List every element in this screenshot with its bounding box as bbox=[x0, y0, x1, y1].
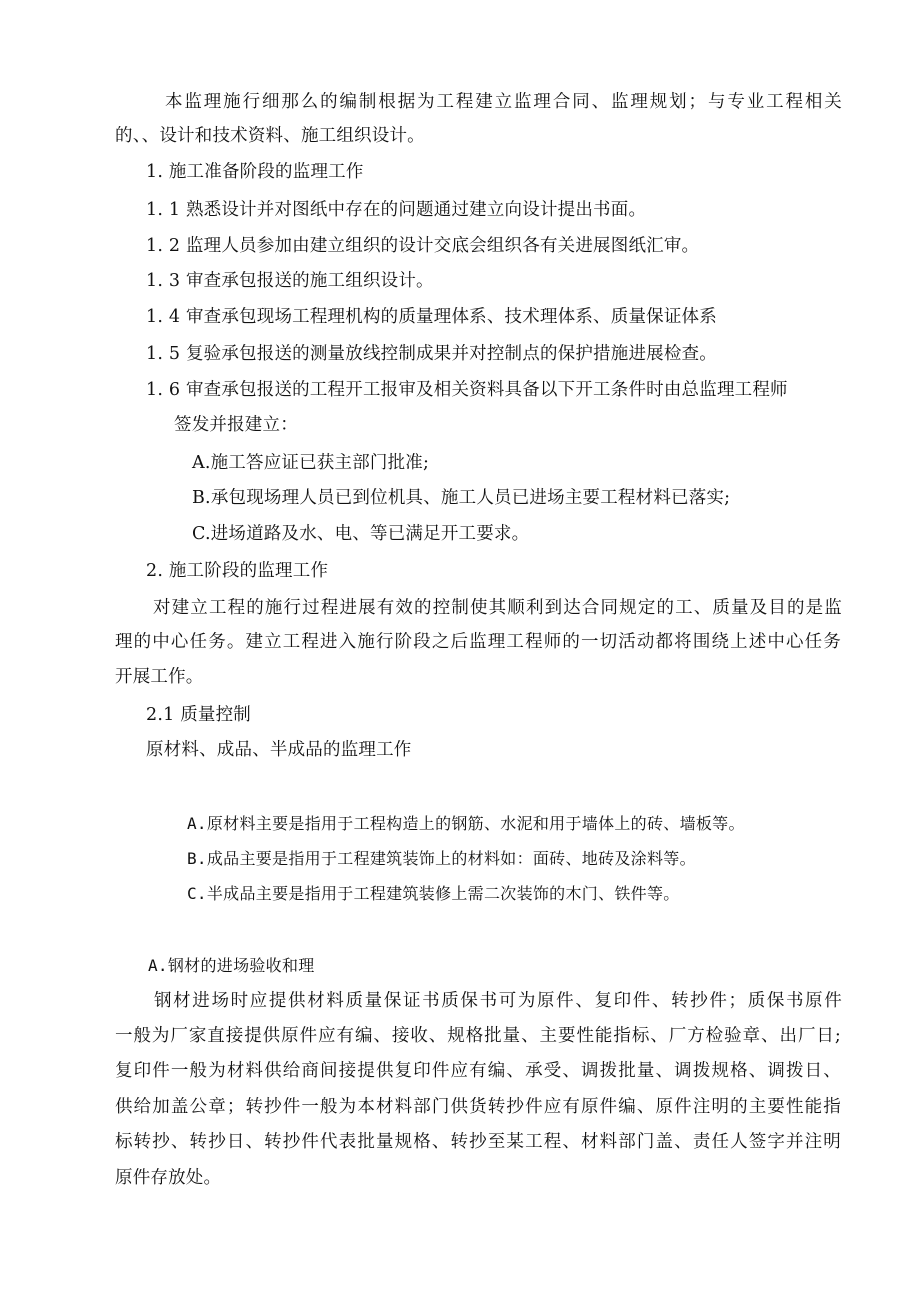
section-1-item-4: 1. 4 审查承包现场工程理机构的质量理体系、技术理体系、质量保证体系 bbox=[146, 307, 717, 327]
material-a: A.原材料主要是指用于工程构造上的钢筋、水泥和用于墙体上的砖、墙板等。 bbox=[187, 814, 745, 833]
materials-title: 原材料、成品、半成品的监理工作 bbox=[146, 740, 412, 760]
steel-para-line-3: 复印件一般为材料供给商间接提供复印件应有编、承受、调拨批量、调拨规格、调拨日、 bbox=[115, 1061, 841, 1081]
steel-para-line-5: 标转抄、转抄日、转抄件代表批量规格、转抄至某工程、材料部门盖、责任人签字并注明 bbox=[115, 1132, 841, 1152]
material-c: C.半成品主要是指用于工程建筑装修上需二次装饰的木门、铁件等。 bbox=[187, 884, 680, 903]
intro-line-2: 的、、设计和技术资料、施工组织设计。 bbox=[115, 126, 425, 146]
steel-para-line-1: 钢材进场时应提供材料质量保证书质保书可为原件、复印件、转抄件；质保书原件 bbox=[154, 991, 842, 1011]
steel-para-line-2: 一般为厂家直接提供原件应有编、接收、规格批量、主要性能指标、厂方检验章、出厂日; bbox=[115, 1026, 841, 1046]
steel-para-line-6: 原件存放处。 bbox=[115, 1168, 222, 1188]
section-1-item-3: 1. 3 审查承包报送的施工组织设计。 bbox=[146, 271, 434, 291]
steel-para-line-4: 供给加盖公章；转抄件一般为本材料部门供货转抄件应有原件编、原件注明的主要性能指 bbox=[115, 1097, 841, 1117]
section-1-heading: 1. 施工准备阶段的监理工作 bbox=[146, 162, 364, 182]
section-1-item-5: 1. 5 复验承包报送的测量放线控制成果并对控制点的保护措施进展检查。 bbox=[146, 344, 717, 364]
intro-line-1: 本监理施行细那么的编制根据为工程建立监理合同、监理规划；与专业工程相关 bbox=[165, 92, 842, 112]
section-1-item-2: 1. 2 监理人员参加由建立组织的设计交底会组织各有关进展图纸汇审。 bbox=[146, 236, 700, 256]
section-2-para-line-2: 理的中心任务。建立工程进入施行阶段之后监理工程师的一切活动都将围绕上述中心任务 bbox=[115, 632, 841, 652]
section-1-item-6: 1. 6 审查承包报送的工程开工报审及相关资料具备以下开工条件时由总监理工程师 bbox=[146, 380, 788, 400]
condition-a: A.施工答应证已获主部门批准; bbox=[192, 453, 430, 473]
quality-control-heading: 2.1 质量控制 bbox=[146, 705, 251, 725]
steel-heading: A.钢材的进场验收和理 bbox=[148, 956, 315, 975]
section-2-para-line-1: 对建立工程的施行过程进展有效的控制使其顺利到达合同规定的工、质量及目的是监 bbox=[153, 598, 842, 618]
condition-b: B.承包现场理人员已到位机具、施工人员已进场主要工程材料已落实; bbox=[192, 488, 731, 508]
section-2-para-line-3: 开展工作。 bbox=[115, 667, 204, 687]
section-2-heading: 2. 施工阶段的监理工作 bbox=[146, 561, 329, 581]
section-1-item-6-continued: 签发并报建立： bbox=[174, 415, 298, 435]
condition-c: C.进场道路及水、电、等已满足开工要求。 bbox=[192, 524, 530, 544]
material-b: B.成品主要是指用于工程建筑装饰上的材料如：面砖、地砖及涂料等。 bbox=[187, 849, 696, 868]
section-1-item-1: 1. 1 熟悉设计并对图纸中存在的问题通过建立向设计提出书面。 bbox=[146, 200, 647, 220]
